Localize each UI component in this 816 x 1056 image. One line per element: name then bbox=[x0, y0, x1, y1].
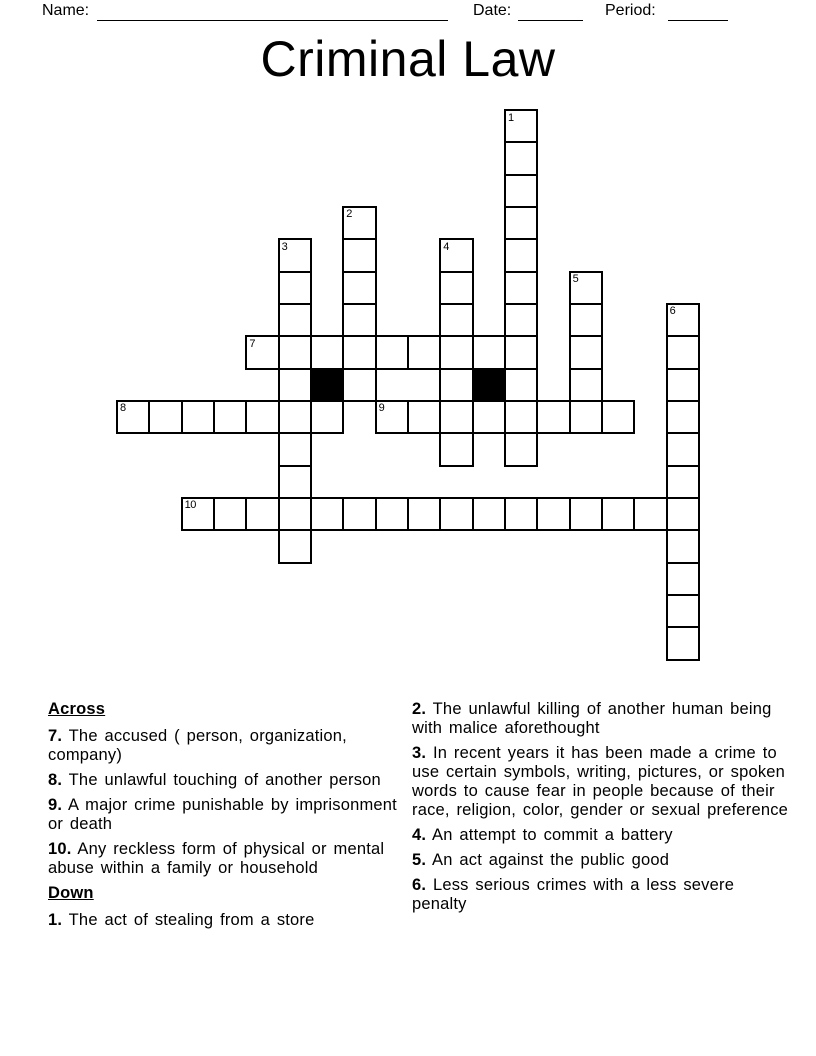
grid-cell[interactable] bbox=[181, 400, 215, 434]
clue-number: 1. bbox=[48, 911, 63, 929]
grid-cell[interactable] bbox=[439, 303, 473, 337]
grid-cell[interactable] bbox=[342, 368, 376, 402]
clue-item: 7. The accused ( person, organization, company) bbox=[48, 727, 347, 764]
grid-cell[interactable] bbox=[375, 335, 409, 369]
grid-cell[interactable] bbox=[439, 271, 473, 305]
grid-cell[interactable] bbox=[278, 335, 312, 369]
grid-cell[interactable] bbox=[666, 400, 700, 434]
grid-cell[interactable] bbox=[666, 497, 700, 531]
clue-number: 10. bbox=[48, 840, 72, 858]
across-heading: Across bbox=[48, 700, 106, 718]
grid-cell[interactable] bbox=[342, 303, 376, 337]
grid-cell[interactable] bbox=[213, 497, 247, 531]
cell-number: 6 bbox=[669, 305, 676, 318]
grid-cell[interactable] bbox=[666, 594, 700, 628]
cell-number: 7 bbox=[249, 337, 255, 350]
date-blank-line[interactable] bbox=[518, 1, 583, 21]
grid-cell[interactable] bbox=[666, 465, 700, 499]
clue-number: 8. bbox=[48, 771, 63, 789]
page-title: Criminal Law bbox=[260, 31, 556, 87]
grid-cell[interactable] bbox=[278, 465, 312, 499]
grid-cell[interactable] bbox=[569, 335, 603, 369]
cell-number: 8 bbox=[120, 402, 126, 415]
grid-cell[interactable] bbox=[310, 497, 344, 531]
grid-cell[interactable] bbox=[245, 497, 279, 531]
clue-item: 10. Any reckless form of physical or mental abuse within a family or household bbox=[48, 840, 385, 877]
grid-cell[interactable] bbox=[569, 497, 603, 531]
grid-cell[interactable] bbox=[569, 303, 603, 337]
grid-cell[interactable] bbox=[504, 432, 538, 466]
grid-cell[interactable] bbox=[666, 626, 700, 660]
grid-cell[interactable] bbox=[342, 335, 376, 369]
clue-number: 4. bbox=[412, 826, 427, 844]
grid-cell[interactable] bbox=[601, 497, 635, 531]
clue-number: 9. bbox=[48, 796, 63, 814]
grid-cell[interactable] bbox=[342, 497, 376, 531]
clue-number: 7. bbox=[48, 727, 63, 745]
grid-cell[interactable] bbox=[439, 432, 473, 466]
grid-cell[interactable] bbox=[569, 368, 603, 402]
black-cell bbox=[310, 368, 344, 402]
grid-cell[interactable] bbox=[407, 497, 441, 531]
grid-cell[interactable] bbox=[666, 432, 700, 466]
grid-cell[interactable] bbox=[504, 497, 538, 531]
clue-number: 3. bbox=[412, 744, 427, 762]
clue-item: 3. In recent years it has been made a crime to use certain symbols, writing, pictures, or spoken words to cause fear in people because of their race, religion, color, gender or sexual preference bbox=[412, 744, 789, 819]
grid-cell[interactable] bbox=[504, 400, 538, 434]
grid-cell[interactable] bbox=[601, 400, 635, 434]
grid-cell[interactable] bbox=[633, 497, 667, 531]
grid-cell[interactable] bbox=[472, 400, 506, 434]
grid-cell[interactable] bbox=[666, 562, 700, 596]
clue-item: 9. A major crime punishable by imprisonment or death bbox=[48, 796, 397, 833]
period-label: Period: bbox=[605, 2, 656, 19]
grid-cell[interactable] bbox=[278, 271, 312, 305]
across-clue-list bbox=[48, 727, 412, 878]
cell-number: 2 bbox=[346, 208, 352, 221]
cell-number: 5 bbox=[572, 273, 579, 286]
cell-number: 1 bbox=[507, 111, 514, 124]
grid-cell[interactable] bbox=[407, 335, 441, 369]
grid-cell[interactable] bbox=[472, 335, 506, 369]
grid-cell[interactable] bbox=[278, 432, 312, 466]
grid-cell[interactable] bbox=[504, 206, 538, 240]
period-blank-line[interactable] bbox=[668, 1, 728, 21]
date-label: Date: bbox=[473, 2, 512, 19]
cell-number: 4 bbox=[443, 240, 449, 253]
grid-cell[interactable] bbox=[504, 141, 538, 175]
grid-cell[interactable] bbox=[666, 335, 700, 369]
grid-cell[interactable] bbox=[439, 400, 473, 434]
name-label: Name: bbox=[42, 2, 90, 19]
clue-number: 2. bbox=[412, 700, 427, 718]
clue-item: 8. The unlawful touching of another person bbox=[48, 771, 381, 789]
down-heading: Down bbox=[48, 884, 94, 902]
grid-cell[interactable] bbox=[439, 497, 473, 531]
grid-cell[interactable] bbox=[569, 400, 603, 434]
grid-cell[interactable] bbox=[278, 497, 312, 531]
clue-item: 6. Less serious crimes with a less severe penalty bbox=[412, 876, 735, 913]
clue-item: 5. An act against the public good bbox=[412, 851, 670, 869]
grid-cell[interactable] bbox=[439, 368, 473, 402]
grid-cell[interactable] bbox=[504, 238, 538, 272]
clue-item: 2. The unlawful killing of another human being with malice aforethought bbox=[412, 700, 772, 737]
clue-number: 5. bbox=[412, 851, 427, 869]
grid-cell[interactable] bbox=[342, 238, 376, 272]
grid-cell[interactable] bbox=[342, 271, 376, 305]
down-clue-list-right bbox=[412, 700, 790, 914]
grid-cell[interactable] bbox=[666, 529, 700, 563]
grid-cell[interactable] bbox=[213, 400, 247, 434]
clue-item: 4. An attempt to commit a battery bbox=[412, 826, 673, 844]
grid-cell[interactable] bbox=[536, 400, 570, 434]
grid-cell[interactable] bbox=[504, 271, 538, 305]
grid-cell[interactable] bbox=[472, 497, 506, 531]
grid-cell[interactable] bbox=[278, 303, 312, 337]
clue-item: 1. The act of stealing from a store bbox=[48, 911, 315, 929]
cell-number: 9 bbox=[378, 402, 385, 415]
grid-cell[interactable] bbox=[148, 400, 182, 434]
name-blank-line[interactable] bbox=[97, 1, 448, 21]
grid-cell[interactable] bbox=[666, 368, 700, 402]
grid-cell[interactable] bbox=[504, 303, 538, 337]
grid-cell[interactable] bbox=[310, 335, 344, 369]
down-clue-list-left bbox=[48, 911, 412, 930]
grid-cell[interactable] bbox=[407, 400, 441, 434]
grid-cell[interactable] bbox=[278, 400, 312, 434]
grid-cell[interactable] bbox=[504, 174, 538, 208]
clue-number: 6. bbox=[412, 876, 427, 894]
grid-cell[interactable] bbox=[375, 497, 409, 531]
clues-right-column bbox=[412, 700, 790, 920]
grid-cell[interactable] bbox=[310, 400, 344, 434]
grid-cell[interactable] bbox=[504, 335, 538, 369]
clues-left-column bbox=[48, 700, 412, 936]
grid-cell[interactable] bbox=[245, 400, 279, 434]
grid-cell[interactable] bbox=[504, 368, 538, 402]
grid-cell[interactable] bbox=[278, 368, 312, 402]
grid-cell[interactable] bbox=[439, 335, 473, 369]
cell-number: 10 bbox=[184, 499, 196, 512]
grid-cell[interactable] bbox=[536, 497, 570, 531]
cell-number: 3 bbox=[281, 240, 288, 253]
grid-cell[interactable] bbox=[278, 529, 312, 563]
black-cell bbox=[472, 368, 506, 402]
